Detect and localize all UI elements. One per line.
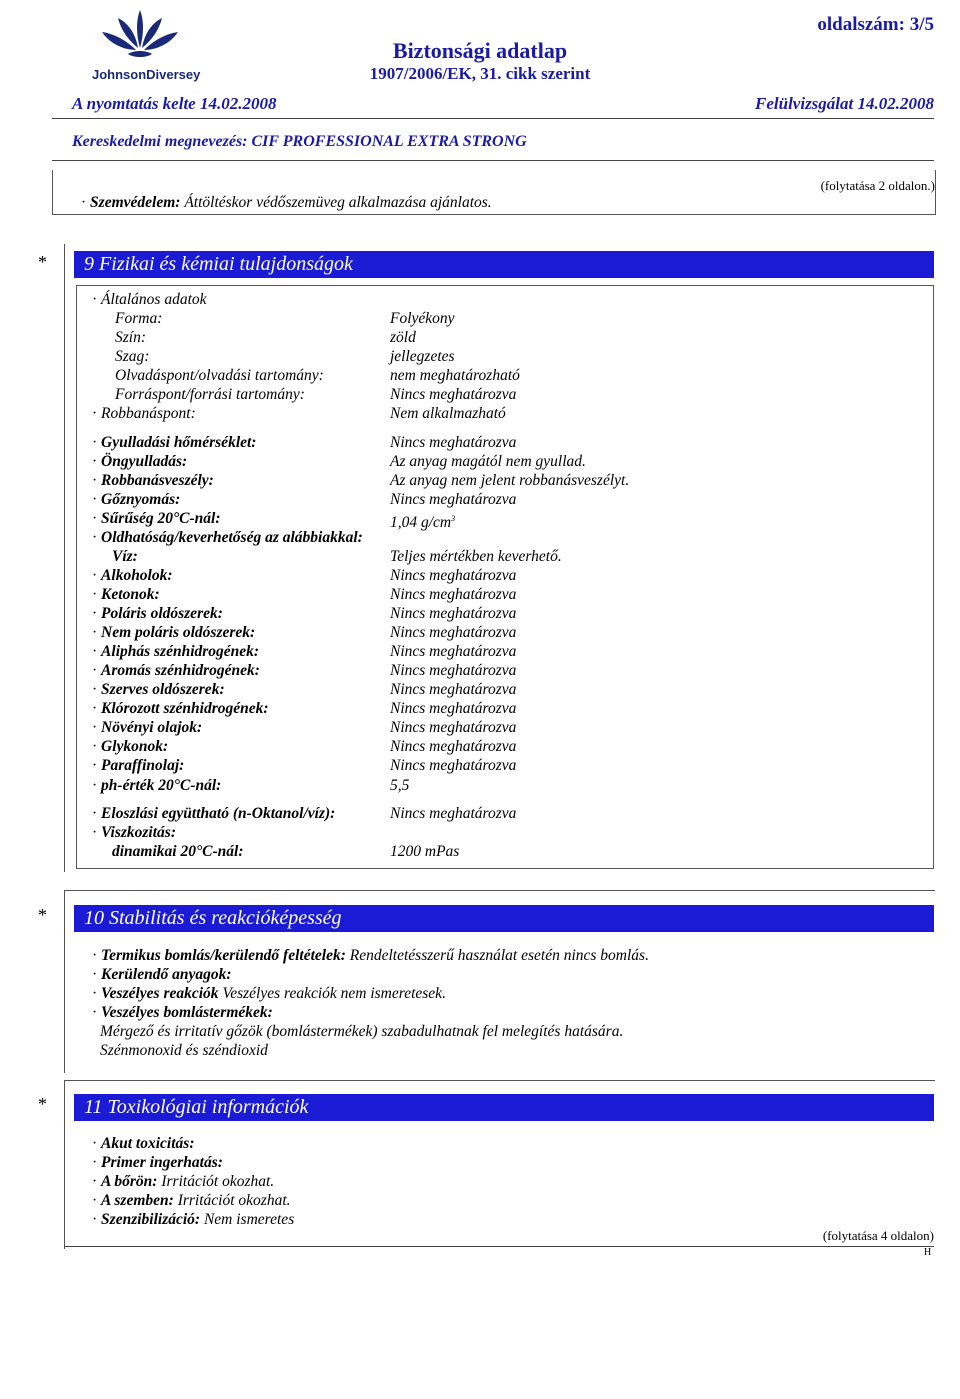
eye-value: Irritációt okozhat. bbox=[177, 1192, 291, 1209]
solvent-row: · Növényi olajok: Nincs meghatározva bbox=[92, 719, 517, 736]
partition-row: · Eloszlási együttható (n-Oktanol/víz): Nincs meghatározva bbox=[92, 805, 517, 822]
property-label: Gyulladási hőmérséklet: bbox=[101, 434, 257, 451]
logo-wordmark: JohnsonDiversey bbox=[92, 67, 201, 82]
dynamic-viscosity-value: 1200 mPas bbox=[390, 843, 460, 860]
skin-label: A bőrön: bbox=[101, 1173, 158, 1190]
general-property-row bbox=[115, 366, 520, 385]
general-property-label: Olvadáspont/olvadási tartomány: bbox=[115, 367, 324, 384]
property-label: Öngyulladás: bbox=[101, 453, 188, 470]
section11-title: 11 Toxikológiai információk bbox=[74, 1094, 934, 1121]
solvent-label: Szerves oldószerek: bbox=[101, 681, 225, 698]
section10-star: * bbox=[38, 905, 47, 925]
solvent-row: · Aliphás szénhidrogének: Nincs meghatározva bbox=[92, 643, 517, 660]
water-row bbox=[112, 547, 562, 566]
general-property-value: nem meghatározható bbox=[390, 367, 520, 384]
thermal-value: Rendeltetésszerű használat esetén nincs bomlás. bbox=[349, 947, 649, 964]
primary-label: Primer ingerhatás: bbox=[101, 1154, 223, 1171]
water-value: Teljes mértékben keverhető. bbox=[390, 548, 562, 565]
general-property-row bbox=[115, 347, 455, 366]
dynamic-viscosity-label: dinamikai 20°C-nál: bbox=[112, 843, 244, 860]
skin-value: Irritációt okozhat. bbox=[161, 1173, 275, 1190]
sensitization-row: · Szenzibilizáció: Nem ismeretes bbox=[92, 1211, 295, 1228]
solvent-value: Nincs meghatározva bbox=[390, 719, 517, 736]
footer-mark: H bbox=[924, 1247, 932, 1258]
doc-subtitle: 1907/2006/EK, 31. cikk szerint bbox=[369, 64, 591, 83]
eye-row: · A szemben: Irritációt okozhat. bbox=[92, 1192, 291, 1209]
primary-row: · Primer ingerhatás: bbox=[92, 1154, 223, 1171]
property-value: Nincs meghatározva bbox=[390, 491, 517, 508]
partition-value: Nincs meghatározva bbox=[390, 805, 517, 822]
print-date: A nyomtatás kelte 14.02.2008 bbox=[72, 94, 277, 113]
property-row: · Gyulladási hőmérséklet: Nincs meghatározva bbox=[92, 434, 517, 451]
solvent-label: Alkoholok: bbox=[101, 567, 173, 584]
solvent-label: Glykonok: bbox=[101, 738, 169, 755]
solvent-row: · Alkoholok: Nincs meghatározva bbox=[92, 567, 517, 584]
general-property-row bbox=[115, 385, 517, 404]
general-property-label: Forma: bbox=[115, 310, 163, 327]
solvent-label: Klórozott szénhidrogének: bbox=[101, 700, 269, 717]
solvent-row: · Nem poláris oldószerek: Nincs meghatározva bbox=[92, 624, 517, 641]
explosion-point-value: Nem alkalmazható bbox=[390, 405, 506, 422]
revision-date: Felülvizsgálat 14.02.2008 bbox=[755, 94, 934, 113]
skin-row: · A bőrön: Irritációt okozhat. bbox=[92, 1173, 275, 1190]
property-value: Az anyag nem jelent robbanásveszélyt. bbox=[390, 472, 630, 489]
general-data-heading: · Általános adatok bbox=[92, 291, 207, 308]
reactions-row: · Veszélyes reakciók Veszélyes reakciók nem ismeretesek. bbox=[92, 985, 446, 1002]
density-row: · Sűrűség 20°C-nál: 1,04 $g/cm^3$ bbox=[92, 510, 456, 531]
solvent-label: Növényi olajok: bbox=[101, 719, 203, 736]
solubility-label: Oldhatóság/keverhetőség az alábbiakkal: bbox=[101, 529, 363, 546]
solvent-value: Nincs meghatározva bbox=[390, 757, 517, 774]
property-row: · Gőznyomás: Nincs meghatározva bbox=[92, 491, 517, 508]
ph-value: 5,5 bbox=[390, 777, 410, 794]
trade-name: Kereskedelmi megnevezés: CIF PROFESSIONAL EXTRA STRONG bbox=[72, 133, 527, 150]
general-property-label: Szag: bbox=[115, 348, 150, 365]
sensitization-value: Nem ismeretes bbox=[203, 1211, 295, 1228]
solvent-value: Nincs meghatározva bbox=[390, 662, 517, 679]
page-number: oldalszám: 3/5 bbox=[817, 14, 934, 35]
viscosity-heading: · Viszkozitás: bbox=[92, 824, 176, 841]
footer-rule bbox=[64, 1246, 934, 1247]
solvent-value: Nincs meghatározva bbox=[390, 586, 517, 603]
solvent-label: Aliphás szénhidrogének: bbox=[101, 643, 260, 660]
density-number: 1,04 g/cm bbox=[390, 514, 452, 531]
general-property-row bbox=[115, 309, 455, 328]
general-property-value: zöld bbox=[390, 329, 416, 346]
products-label: Veszélyes bomlástermékek: bbox=[101, 1004, 273, 1021]
general-property-value: jellegzetes bbox=[390, 348, 455, 365]
header-rule-1 bbox=[52, 118, 934, 119]
solvent-value: Nincs meghatározva bbox=[390, 567, 517, 584]
section9-title: 9 Fizikai és kémiai tulajdonságok bbox=[74, 251, 934, 278]
property-label: Gőznyomás: bbox=[101, 491, 181, 508]
solvent-label: Poláris oldószerek: bbox=[101, 605, 223, 622]
solvent-row: · Paraffinolaj: Nincs meghatározva bbox=[92, 757, 517, 774]
solvent-row: · Szerves oldószerek: Nincs meghatározva bbox=[92, 681, 517, 698]
products-row: · Veszélyes bomlástermékek: bbox=[92, 1004, 273, 1021]
general-property-row bbox=[115, 328, 416, 347]
header-rule-2 bbox=[52, 160, 934, 161]
solvent-label: Paraffinolaj: bbox=[101, 757, 185, 774]
general-property-label: Szín: bbox=[115, 329, 146, 346]
solvent-value: Nincs meghatározva bbox=[390, 624, 517, 641]
reactions-label: Veszélyes reakciók bbox=[101, 985, 219, 1002]
continued-next: (folytatása 4 oldalon) bbox=[822, 1228, 934, 1243]
thermal-label: Termikus bomlás/kerülendő feltételek: bbox=[101, 947, 346, 964]
products-line1-text: Mérgező és irritatív gőzök (bomlástermékek) szabadulhatnak fel melegítés hatására. bbox=[100, 1023, 624, 1040]
acute-label: Akut toxicitás: bbox=[101, 1135, 195, 1152]
property-row: · Öngyulladás: Az anyag magától nem gyullad. bbox=[92, 453, 586, 470]
dynamic-viscosity-row bbox=[112, 842, 460, 861]
avoid-row: · Kerülendő anyagok: bbox=[92, 966, 232, 983]
products-line1 bbox=[100, 1022, 623, 1041]
section11-star: * bbox=[38, 1094, 47, 1114]
avoid-label: Kerülendő anyagok: bbox=[101, 966, 232, 983]
general-property-value: Folyékony bbox=[390, 310, 455, 327]
continued-from: (folytatása 2 oldalon.) bbox=[820, 178, 935, 193]
ph-label: ph-érték 20°C-nál: bbox=[101, 777, 222, 794]
property-value: Nincs meghatározva bbox=[390, 434, 517, 451]
density-unit-exponent: 3 bbox=[451, 514, 456, 523]
water-label: Víz: bbox=[112, 548, 138, 565]
solvent-value: Nincs meghatározva bbox=[390, 700, 517, 717]
solvent-value: Nincs meghatározva bbox=[390, 681, 517, 698]
solvent-row: · Klórozott szénhidrogének: Nincs meghatározva bbox=[92, 700, 517, 717]
solvent-value: Nincs meghatározva bbox=[390, 605, 517, 622]
acute-row: · Akut toxicitás: bbox=[92, 1135, 195, 1152]
solvent-row: · Poláris oldószerek: Nincs meghatározva bbox=[92, 605, 517, 622]
products-line2-text: Szénmonoxid és széndioxid bbox=[100, 1042, 268, 1059]
eye-protection-value: Áttöltéskor védőszemüveg alkalmazása ajánlatos. bbox=[184, 194, 492, 211]
thermal-row: · Termikus bomlás/kerülendő feltételek: Rendeltetésszerű használat esetén nincs bomlás. bbox=[92, 947, 649, 964]
viscosity-label: Viszkozitás: bbox=[101, 824, 176, 841]
solvent-value: Nincs meghatározva bbox=[390, 643, 517, 660]
general-property-label: Forráspont/forrási tartomány: bbox=[115, 386, 305, 403]
solubility-heading: · Oldhatóság/keverhetőség az alábbiakkal: bbox=[92, 529, 363, 546]
solvent-label: Aromás szénhidrogének: bbox=[101, 662, 260, 679]
eye-protection-label: Szemvédelem: bbox=[90, 194, 181, 211]
sensitization-label: Szenzibilizáció: bbox=[101, 1211, 201, 1228]
products-line2 bbox=[100, 1041, 268, 1060]
solvent-row: · Aromás szénhidrogének: Nincs meghatározva bbox=[92, 662, 517, 679]
reactions-value: Veszélyes reakciók nem ismeretesek. bbox=[222, 985, 446, 1002]
general-data-label: Általános adatok bbox=[101, 291, 207, 308]
density-value bbox=[390, 509, 455, 532]
property-value: Az anyag magától nem gyullad. bbox=[390, 453, 586, 470]
general-property-value: Nincs meghatározva bbox=[390, 386, 517, 403]
explosion-point-label: Robbanáspont: bbox=[101, 405, 196, 422]
solvent-label: Ketonok: bbox=[101, 586, 160, 603]
explosion-point-row: · Robbanáspont: Nem alkalmazható bbox=[92, 405, 506, 422]
doc-title: Biztonsági adatlap bbox=[392, 38, 568, 63]
solvent-label: Nem poláris oldószerek: bbox=[101, 624, 256, 641]
eye-protection-row: · Szemvédelem: Áttöltéskor védőszemüveg alkalmazása ajánlatos. bbox=[81, 194, 492, 211]
ph-row: · ph-érték 20°C-nál: 5,5 bbox=[92, 777, 410, 794]
density-label: Sűrűség 20°C-nál: bbox=[101, 510, 221, 527]
solvent-value: Nincs meghatározva bbox=[390, 738, 517, 755]
continuation-box bbox=[52, 170, 936, 215]
eye-label: A szemben: bbox=[101, 1192, 174, 1209]
section10-title: 10 Stabilitás és reakcióképesség bbox=[74, 905, 934, 932]
solvent-row: · Glykonok: Nincs meghatározva bbox=[92, 738, 517, 755]
solvent-row: · Ketonok: Nincs meghatározva bbox=[92, 586, 517, 603]
property-label: Robbanásveszély: bbox=[101, 472, 214, 489]
section9-star: * bbox=[38, 252, 47, 272]
partition-label: Eloszlási együttható (n-Oktanol/víz): bbox=[101, 805, 336, 822]
property-row: · Robbanásveszély: Az anyag nem jelent robbanásveszélyt. bbox=[92, 472, 630, 489]
